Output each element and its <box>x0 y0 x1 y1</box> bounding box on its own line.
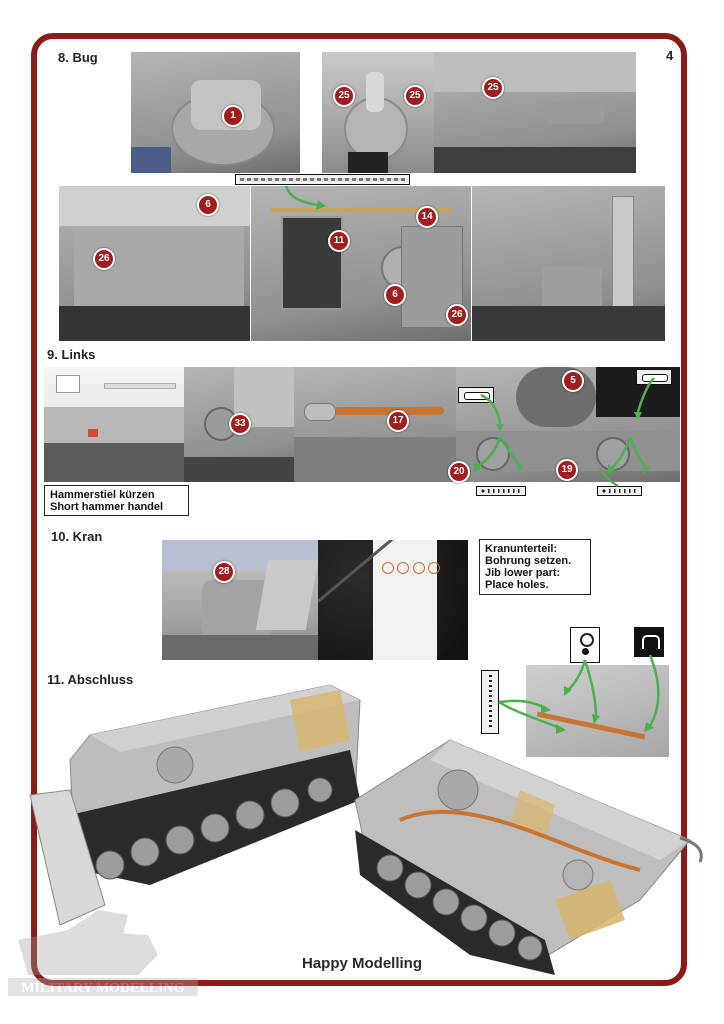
note-hammer-line2: Short hammer handel <box>50 501 164 513</box>
instruction-arrows <box>286 186 658 728</box>
section-heading-finish: 11. Abschluss <box>47 672 134 687</box>
callout-33: 33 <box>229 413 251 435</box>
callout-17: 17 <box>387 410 409 432</box>
callout-20: 20 <box>448 461 470 483</box>
note-crane-line3: Jib lower part: <box>485 567 561 579</box>
callout-11: 11 <box>328 230 350 252</box>
section-heading-bow: 8. Bug <box>58 50 98 65</box>
callout-28: 28 <box>213 561 235 583</box>
note-crane-line2: Bohrung setzen. <box>485 555 572 567</box>
callout-14: 14 <box>416 206 438 228</box>
callout-6: 6 <box>197 194 219 216</box>
note-crane-line1: Kranunterteil: <box>485 543 558 555</box>
tank-model-right <box>355 740 701 975</box>
section-heading-left: 9. Links <box>47 347 96 362</box>
watermark-text: MILITARY MODELLING <box>21 981 185 996</box>
note-crane-line4: Place holes. <box>485 579 549 591</box>
callout-25: 25 <box>333 85 355 107</box>
footer-brand: Happy Modelling <box>302 955 422 972</box>
callout-19: 19 <box>556 459 578 481</box>
callout-26: 26 <box>446 304 468 326</box>
callout-26: 26 <box>93 248 115 270</box>
page-number: 4 <box>666 48 674 63</box>
arrow-heads <box>316 200 654 734</box>
callout-5: 5 <box>562 370 584 392</box>
section-heading-crane: 10. Kran <box>51 529 103 544</box>
callout-25: 25 <box>404 85 426 107</box>
callout-6: 6 <box>384 284 406 306</box>
note-hammer-line1: Hammerstiel kürzen <box>50 489 155 501</box>
tank-model-left <box>30 685 360 925</box>
callout-1: 1 <box>222 105 244 127</box>
callout-25: 25 <box>482 77 504 99</box>
